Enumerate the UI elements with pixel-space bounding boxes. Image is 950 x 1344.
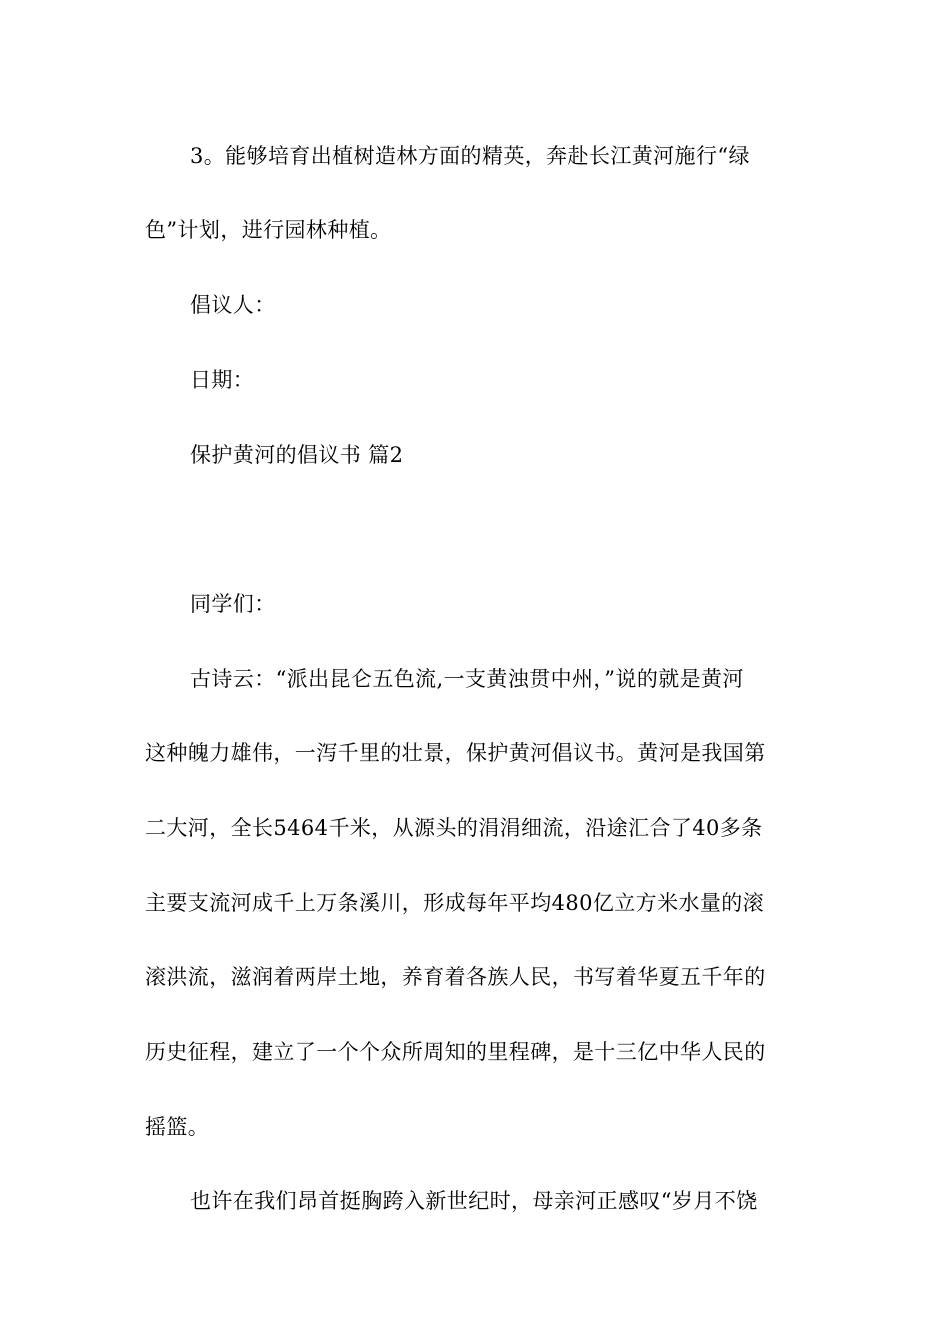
paragraph-line: 也许在我们昂首挺胸跨入新世纪时，母亲河正感叹“岁月不饶 — [190, 1189, 758, 1213]
paragraph-line: 3。能够培育出植树造林方面的精英，奔赴长江黄河施行“绿 — [190, 144, 750, 168]
paragraph-line: 历史征程，建立了一个个众所周知的里程碑，是十三亿中华人民的 — [145, 1040, 766, 1064]
paragraph-line: 这种魄力雄伟，一泻千里的壮景，保护黄河倡议书。黄河是我国第 — [145, 741, 766, 765]
date-label: 日期： — [190, 368, 255, 392]
paragraph-line: 二大河，全长5464千米，从源头的涓涓细流，沿途汇合了40多条 — [145, 816, 763, 840]
paragraph-line: 滚洪流，滋润着两岸土地，养育着各族人民，书写着华夏五千年的 — [145, 965, 766, 989]
section-title: 保护黄河的倡议书 篇2 — [190, 443, 404, 467]
salutation: 同学们： — [190, 592, 276, 616]
paragraph-line: 色”计划，进行园林种植。 — [145, 218, 392, 242]
paragraph-line: 摇篮。 — [145, 1115, 210, 1139]
signature-label: 倡议人： — [190, 293, 276, 317]
paragraph-line: 主要支流河成千上万条溪川，形成每年平均480亿立方米水量的滚 — [145, 891, 765, 915]
paragraph-line: 古诗云：“派出昆仑五色流,一支黄浊贯中州，”说的就是黄河 — [190, 667, 744, 691]
